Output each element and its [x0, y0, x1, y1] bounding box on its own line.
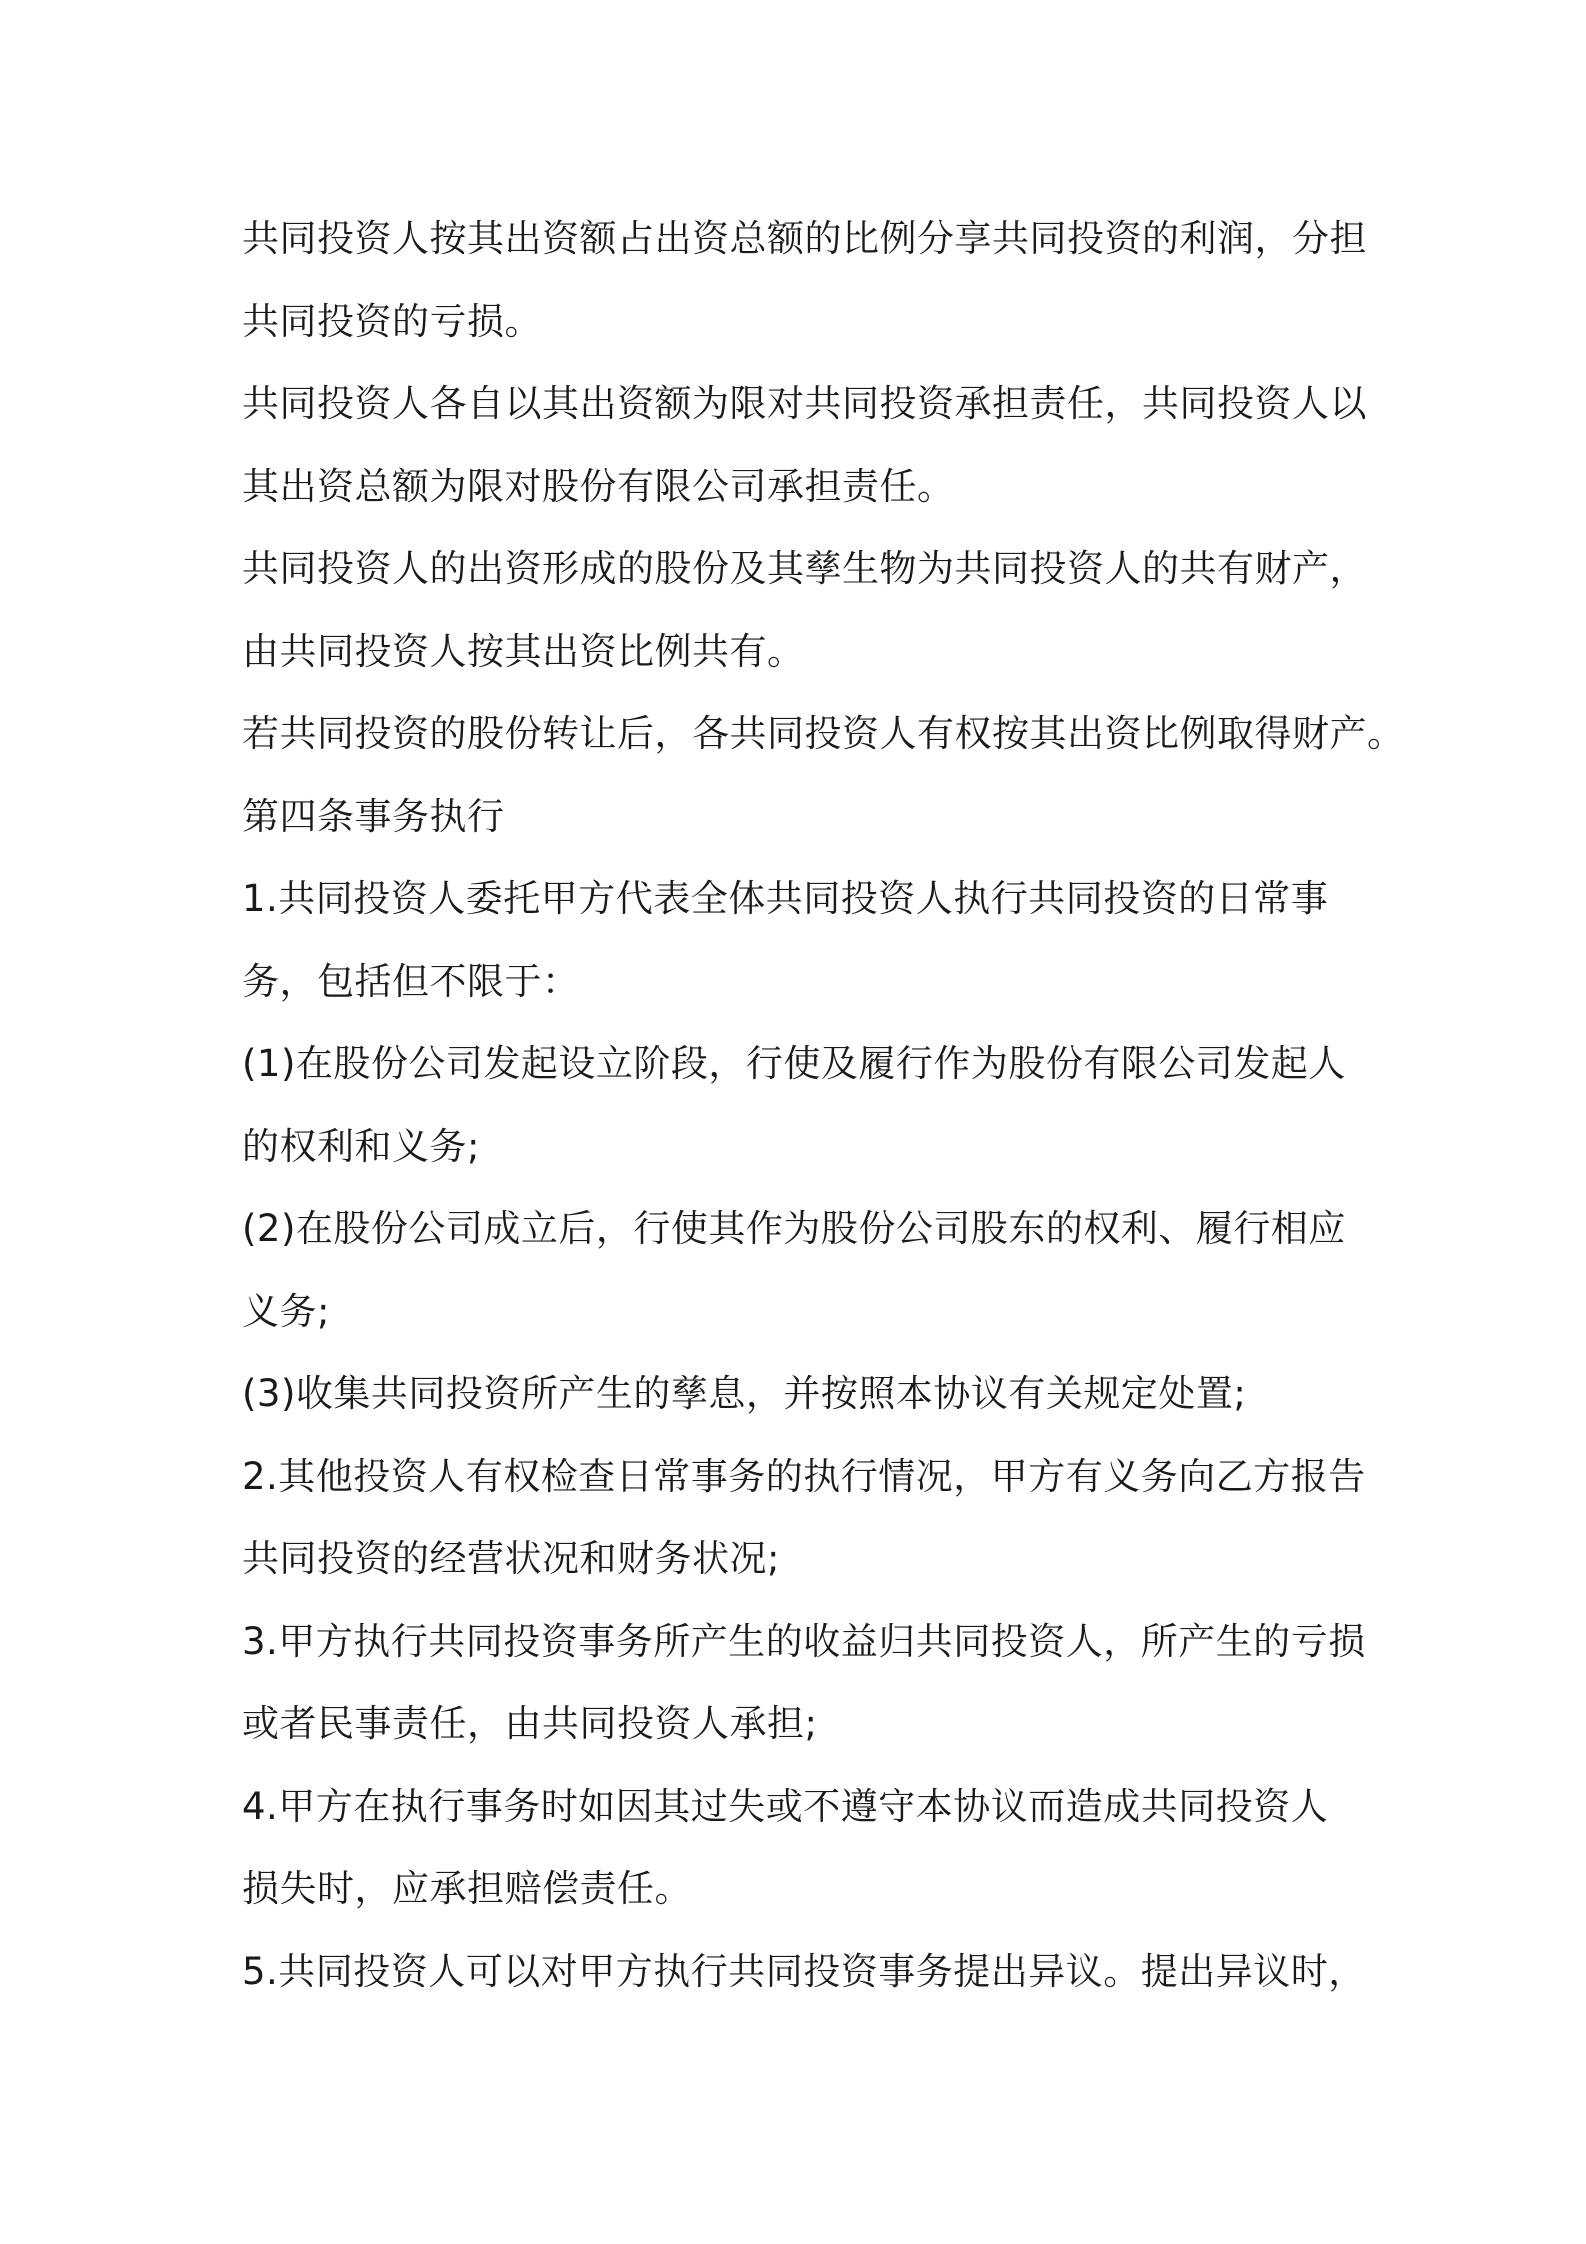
text-line: 义务; — [242, 1289, 330, 1333]
section-heading: 第四条事务执行 — [242, 794, 505, 838]
text-line: 2.其他投资人有权检查日常事务的执行情况，甲方有义务向乙方报告 — [242, 1454, 1366, 1498]
text-line: 共同投资人各自以其出资额为限对共同投资承担责任，共同投资人以 — [242, 382, 1367, 425]
text-line: 或者民事责任，由共同投资人承担; — [242, 1702, 818, 1745]
text-line: 的权利和义务; — [242, 1124, 480, 1168]
text-line: (2)在股份公司成立后，行使其作为股份公司股东的权利、履行相应 — [242, 1207, 1346, 1250]
document-body — [242, 198, 1405, 2013]
text-line: 5.共同投资人可以对甲方执行共同投资事务提出异议。提出异议时， — [242, 1949, 1366, 1993]
text-line: 损失时，应承担赔偿责任。 — [242, 1867, 692, 1910]
text-line: 共同投资的经营状况和财务状况; — [242, 1537, 780, 1580]
text-line: 共同投资人的出资形成的股份及其孳生物为共同投资人的共有财产， — [242, 547, 1367, 590]
text-line: 3.甲方执行共同投资事务所产生的收益归共同投资人，所产生的亏损 — [242, 1619, 1366, 1663]
text-line: 共同投资的亏损。 — [242, 299, 542, 343]
text-line: 务，包括但不限于： — [242, 959, 580, 1003]
text-line: 由共同投资人按其出资比例共有。 — [242, 629, 805, 673]
text-line: 其出资总额为限对股份有限公司承担责任。 — [242, 464, 955, 508]
text-line: 1.共同投资人委托甲方代表全体共同投资人执行共同投资的日常事 — [242, 877, 1329, 920]
text-line: 4.甲方在执行事务时如因其过失或不遵守本协议而造成共同投资人 — [242, 1784, 1329, 1828]
text-line: (3)收集共同投资所产生的孳息，并按照本协议有关规定处置; — [242, 1372, 1247, 1415]
text-line: 共同投资人按其出资额占出资总额的比例分享共同投资的利润，分担 — [242, 217, 1367, 260]
text-line: 若共同投资的股份转让后，各共同投资人有权按其出资比例取得财产。 — [242, 712, 1405, 755]
text-line: (1)在股份公司发起设立阶段，行使及履行作为股份有限公司发起人 — [242, 1042, 1346, 1085]
